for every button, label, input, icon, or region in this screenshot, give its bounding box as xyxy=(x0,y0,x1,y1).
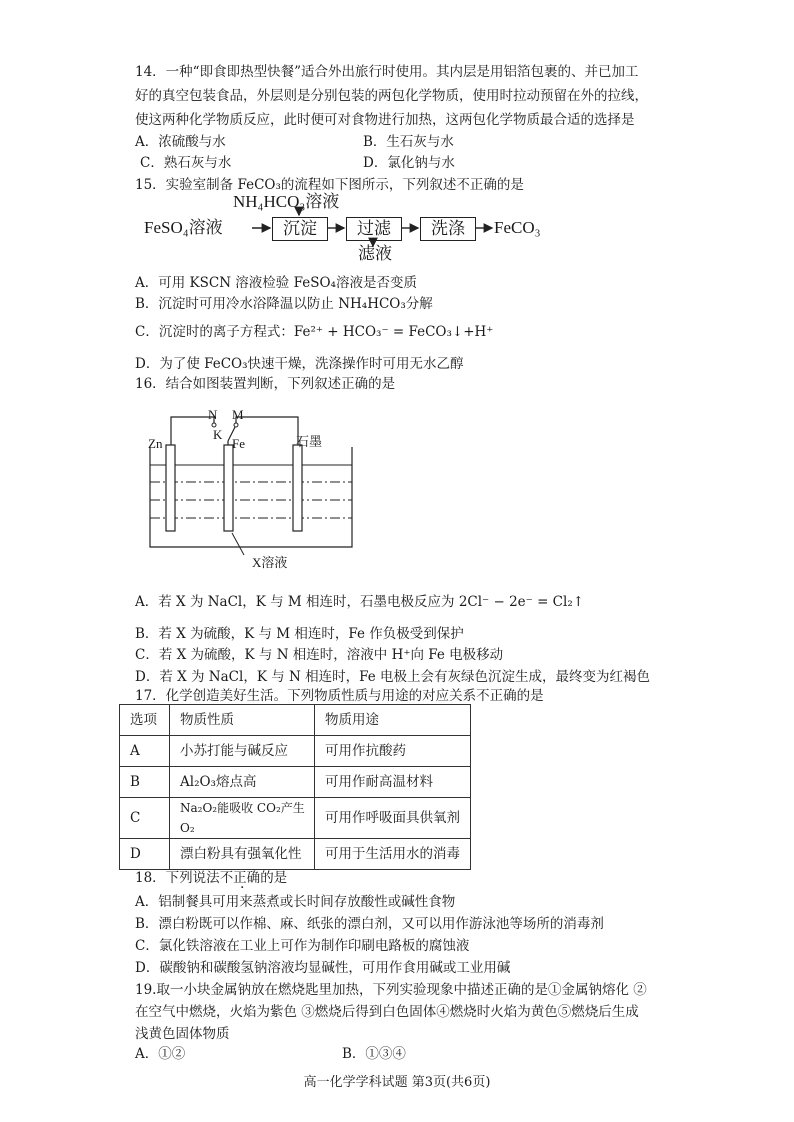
q16-option-a: A．若 X 为 NaCl，K 与 M 相连时，石墨电极反应为 2Cl⁻ − 2e⁻ = Cl₂↑ xyxy=(135,594,585,610)
q18-option-a: A．铝制餐具可用来蒸煮或长时间存放酸性或碱性食物 xyxy=(135,894,456,910)
table-cell: 可用作抗酸药 xyxy=(315,736,471,767)
q14-stem-line2: 好的真空包装食品，外层则是分别包装的两包化学物质，使用时拉动预留在外的拉线， xyxy=(135,88,648,104)
table-header-cell: 选项 xyxy=(120,705,170,736)
beaker xyxy=(150,447,352,547)
q18-option-b: B．漂白粉既可以作棉、麻、纸张的漂白剂，又可以用作游泳池等场所的消毒剂 xyxy=(135,916,604,932)
table-row xyxy=(120,767,471,798)
q16-stem: 16．结合如图装置判断，下列叙述正确的是 xyxy=(135,376,396,392)
q16-option-b: B．若 X 为硫酸，K 与 M 相连时，Fe 作负极受到保护 xyxy=(135,626,464,642)
flow-product: FeCO₃ xyxy=(494,218,541,237)
zn-electrode xyxy=(166,445,175,531)
q15-option-a: A．可用 KSCN 溶液检验 FeSO₄溶液是否变质 xyxy=(135,275,417,291)
page-footer: 高一化学学科试题 第3页(共6页) xyxy=(303,1075,491,1090)
table-cell: B xyxy=(120,767,170,798)
q17-stem: 17．化学创造美好生活。下列物质性质与用途的对应关系不正确的是 xyxy=(135,688,544,704)
table-cell: 可用作呼吸面具供氧剂 xyxy=(315,798,471,839)
flow-step-filter: 过滤 xyxy=(346,217,402,241)
cell-apparatus xyxy=(140,395,360,575)
q14-stem-line3: 使这两种化学物质反应，此时便可对食物进行加热，这两包化学物质最合适的选择是 xyxy=(135,112,635,128)
q18-option-d: D．碳酸钠和碳酸氢钠溶液均显碱性，可用作食用碱或工业用碱 xyxy=(135,960,511,976)
flow-filtrate: 滤液 xyxy=(358,244,392,263)
label-k: K xyxy=(213,427,223,442)
label-n: N xyxy=(208,407,218,422)
q18-stem xyxy=(135,868,287,888)
q19-option-b: B．①③④ xyxy=(342,1046,406,1062)
q15-option-d: D．为了使 FeCO₃快速干燥，洗涤操作时可用无水乙醇 xyxy=(135,356,464,372)
table-cell: A xyxy=(120,736,170,767)
flow-reagent: NH₄HCO₃溶液 xyxy=(233,192,340,211)
q15-option-b: B．沉淀时可用冷水浴降温以防止 NH₄HCO₃分解 xyxy=(135,296,433,312)
flow-step-wash: 洗涤 xyxy=(420,217,476,241)
label-zn: Zn xyxy=(148,436,163,451)
table-cell: 可用作耐高温材料 xyxy=(315,767,471,798)
q14-option-b: B．生石灰与水 xyxy=(363,134,454,150)
table-row xyxy=(120,736,471,767)
fe-electrode xyxy=(224,445,233,531)
table-header-cell: 物质用途 xyxy=(315,705,471,736)
q19-stem-line2: 在空气中燃烧，火焰为紫色 ③燃烧后得到白色固体④燃烧时火焰为黄色⑤燃烧后生成 xyxy=(135,1004,639,1020)
q18-option-c: C．氯化铁溶液在工业上可作为制作印刷电路板的腐蚀液 xyxy=(135,938,470,954)
label-m: M xyxy=(232,407,244,422)
q19-stem-line1: 19.取一小块金属钠放在燃烧匙里加热，下列实验现象中描述正确的是①金属钠熔化 ② xyxy=(135,982,647,998)
q18-stem-suffix: 的是 xyxy=(260,870,288,886)
flow-arrows xyxy=(0,0,794,280)
q14-option-a: A．浓硫酸与水 xyxy=(135,134,226,150)
flow-step-precipitate: 沉淀 xyxy=(272,217,328,241)
flow-start: FeSO₄溶液 xyxy=(144,218,223,237)
table-row xyxy=(120,839,471,870)
table-cell: C xyxy=(120,798,170,839)
q18-stem-emphasis: 不正确 xyxy=(219,870,261,886)
label-x-solution: X溶液 xyxy=(252,555,288,570)
q17-table xyxy=(119,704,471,870)
q15-stem: 15．实验室制备 FeCO₃的流程如下图所示，下列叙述不正确的是 xyxy=(135,177,524,193)
graphite-electrode xyxy=(293,445,302,531)
table-row xyxy=(120,798,471,839)
q15-option-c: C．沉淀时的离子方程式：Fe²⁺ + HCO₃⁻ = FeCO₃↓+H⁺ xyxy=(135,324,494,340)
q16-option-c: C．若 X 为硫酸，K 与 N 相连时，溶液中 H⁺向 Fe 电极移动 xyxy=(135,647,504,663)
q19-stem-line3: 浅黄色固体物质 xyxy=(135,1026,230,1042)
table-cell: Na₂O₂能吸收 CO₂产生 O₂ xyxy=(170,798,315,839)
table-header-cell: 物质性质 xyxy=(170,705,315,736)
q14-option-d: D．氯化钠与水 xyxy=(363,155,455,171)
table-header-row xyxy=(120,705,471,736)
label-fe: Fe xyxy=(232,436,245,451)
wire-m-graphite xyxy=(236,417,298,445)
q14-option-c: C．熟石灰与水 xyxy=(140,155,232,171)
table-cell: 漂白粉具有强氧化性 xyxy=(170,839,315,870)
table-cell: 小苏打能与碱反应 xyxy=(170,736,315,767)
q14-stem-line1: 14．一种“即食即热型快餐”适合外出旅行时使用。其内层是用铝箔包裹的、并已加工 xyxy=(135,64,639,80)
table-cell: 可用于生活用水的消毒 xyxy=(315,839,471,870)
q18-stem-prefix: 18．下列说法 xyxy=(135,870,220,886)
label-graphite: 石墨 xyxy=(296,434,323,449)
table-cell: D xyxy=(120,839,170,870)
q16-option-d: D．若 X 为 NaCl，K 与 N 相连时，Fe 电极上会有灰绿色沉淀生成，最终变为红褐色 xyxy=(135,669,650,685)
table-cell: Al₂O₃熔点高 xyxy=(170,767,315,798)
q19-option-a: A．①② xyxy=(135,1046,186,1062)
